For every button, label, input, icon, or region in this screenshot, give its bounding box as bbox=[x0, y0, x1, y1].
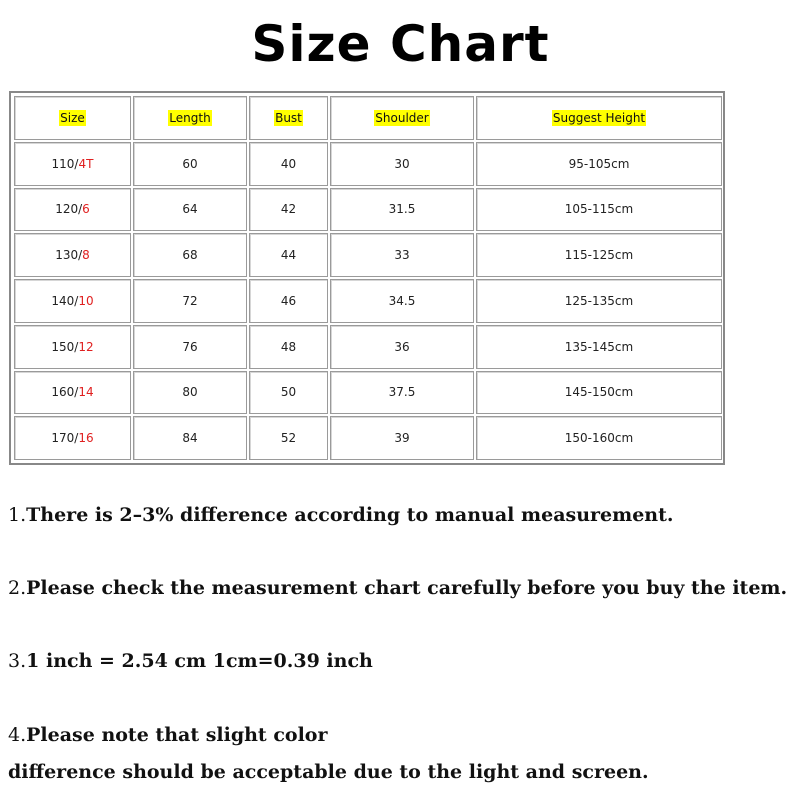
header-cell bbox=[14, 96, 131, 140]
size-cm: 160/ bbox=[51, 385, 79, 400]
length-cell: 76 bbox=[133, 325, 247, 369]
height-cell: 135-145cm bbox=[476, 325, 722, 369]
bust-cell: 48 bbox=[249, 325, 328, 369]
size-chart-table bbox=[9, 91, 725, 465]
length-cell: 60 bbox=[133, 142, 247, 186]
table-row bbox=[14, 325, 722, 369]
note-text: There is 2–3% difference according to manual measurement. bbox=[26, 504, 674, 526]
note-text: Please check the measurement chart carefully before you buy the item. bbox=[26, 577, 788, 599]
size-cell bbox=[14, 142, 131, 186]
shoulder-cell: 30 bbox=[330, 142, 474, 186]
page-title: Size Chart bbox=[251, 15, 550, 73]
note-4-continued: difference should be acceptable due to the light and screen. bbox=[8, 761, 649, 783]
size-cell bbox=[14, 325, 131, 369]
size-cm: 150/ bbox=[51, 339, 79, 354]
table-row bbox=[14, 233, 722, 277]
header-length: Length bbox=[169, 110, 211, 125]
height-cell: 125-135cm bbox=[476, 279, 722, 323]
bust-cell: 40 bbox=[249, 142, 328, 186]
note-2 bbox=[8, 575, 787, 601]
shoulder-cell: 39 bbox=[330, 416, 474, 460]
bust-cell: 50 bbox=[249, 371, 328, 415]
height-cell: 105-115cm bbox=[476, 188, 722, 232]
note-number: 1. bbox=[8, 504, 27, 526]
size-age: 10 bbox=[78, 293, 94, 308]
bust-cell: 52 bbox=[249, 416, 328, 460]
header-cell bbox=[133, 96, 247, 140]
table-row bbox=[14, 142, 722, 186]
bust-cell: 44 bbox=[249, 233, 328, 277]
header-shoulder: Shoulder bbox=[375, 110, 429, 125]
bust-cell: 42 bbox=[249, 188, 328, 232]
note-3 bbox=[8, 648, 373, 674]
size-cm: 130/ bbox=[55, 248, 83, 263]
shoulder-cell: 36 bbox=[330, 325, 474, 369]
note-1 bbox=[8, 502, 674, 528]
note-number: 2. bbox=[8, 577, 27, 599]
shoulder-cell: 37.5 bbox=[330, 371, 474, 415]
table-row bbox=[14, 371, 722, 415]
header-cell bbox=[249, 96, 328, 140]
size-cm: 110/ bbox=[51, 156, 79, 171]
shoulder-cell: 34.5 bbox=[330, 279, 474, 323]
length-cell: 64 bbox=[133, 188, 247, 232]
length-cell: 84 bbox=[133, 416, 247, 460]
bust-cell: 46 bbox=[249, 279, 328, 323]
header-cell bbox=[476, 96, 722, 140]
note-number: 3. bbox=[8, 650, 27, 672]
shoulder-cell: 31.5 bbox=[330, 188, 474, 232]
note-number: 4. bbox=[8, 724, 27, 746]
size-cm: 140/ bbox=[51, 293, 79, 308]
height-cell: 150-160cm bbox=[476, 416, 722, 460]
size-age: 14 bbox=[78, 385, 94, 400]
height-cell: 115-125cm bbox=[476, 233, 722, 277]
size-cell bbox=[14, 233, 131, 277]
height-cell: 145-150cm bbox=[476, 371, 722, 415]
size-cm: 120/ bbox=[55, 202, 83, 217]
size-age: 12 bbox=[78, 339, 94, 354]
height-cell: 95-105cm bbox=[476, 142, 722, 186]
size-cell bbox=[14, 416, 131, 460]
size-age: 16 bbox=[78, 431, 94, 446]
length-cell: 72 bbox=[133, 279, 247, 323]
header-size: Size bbox=[60, 110, 85, 125]
table-row bbox=[14, 188, 722, 232]
size-cell bbox=[14, 371, 131, 415]
table-row bbox=[14, 279, 722, 323]
note-text: Please note that slight color bbox=[26, 724, 328, 746]
shoulder-cell: 33 bbox=[330, 233, 474, 277]
size-cell bbox=[14, 279, 131, 323]
header-bust: Bust bbox=[275, 110, 302, 125]
note-text: 1 inch = 2.54 cm 1cm=0.39 inch bbox=[26, 650, 373, 672]
size-age: 8 bbox=[82, 248, 90, 263]
length-cell: 80 bbox=[133, 371, 247, 415]
size-age: 6 bbox=[82, 202, 90, 217]
table-header-row bbox=[14, 96, 722, 140]
header-suggest-height: Suggest Height bbox=[552, 110, 646, 125]
note-4 bbox=[8, 722, 327, 748]
length-cell: 68 bbox=[133, 233, 247, 277]
header-cell bbox=[330, 96, 474, 140]
size-cell bbox=[14, 188, 131, 232]
size-cm: 170/ bbox=[51, 431, 79, 446]
table-row bbox=[14, 416, 722, 460]
size-age: 4T bbox=[78, 156, 94, 171]
